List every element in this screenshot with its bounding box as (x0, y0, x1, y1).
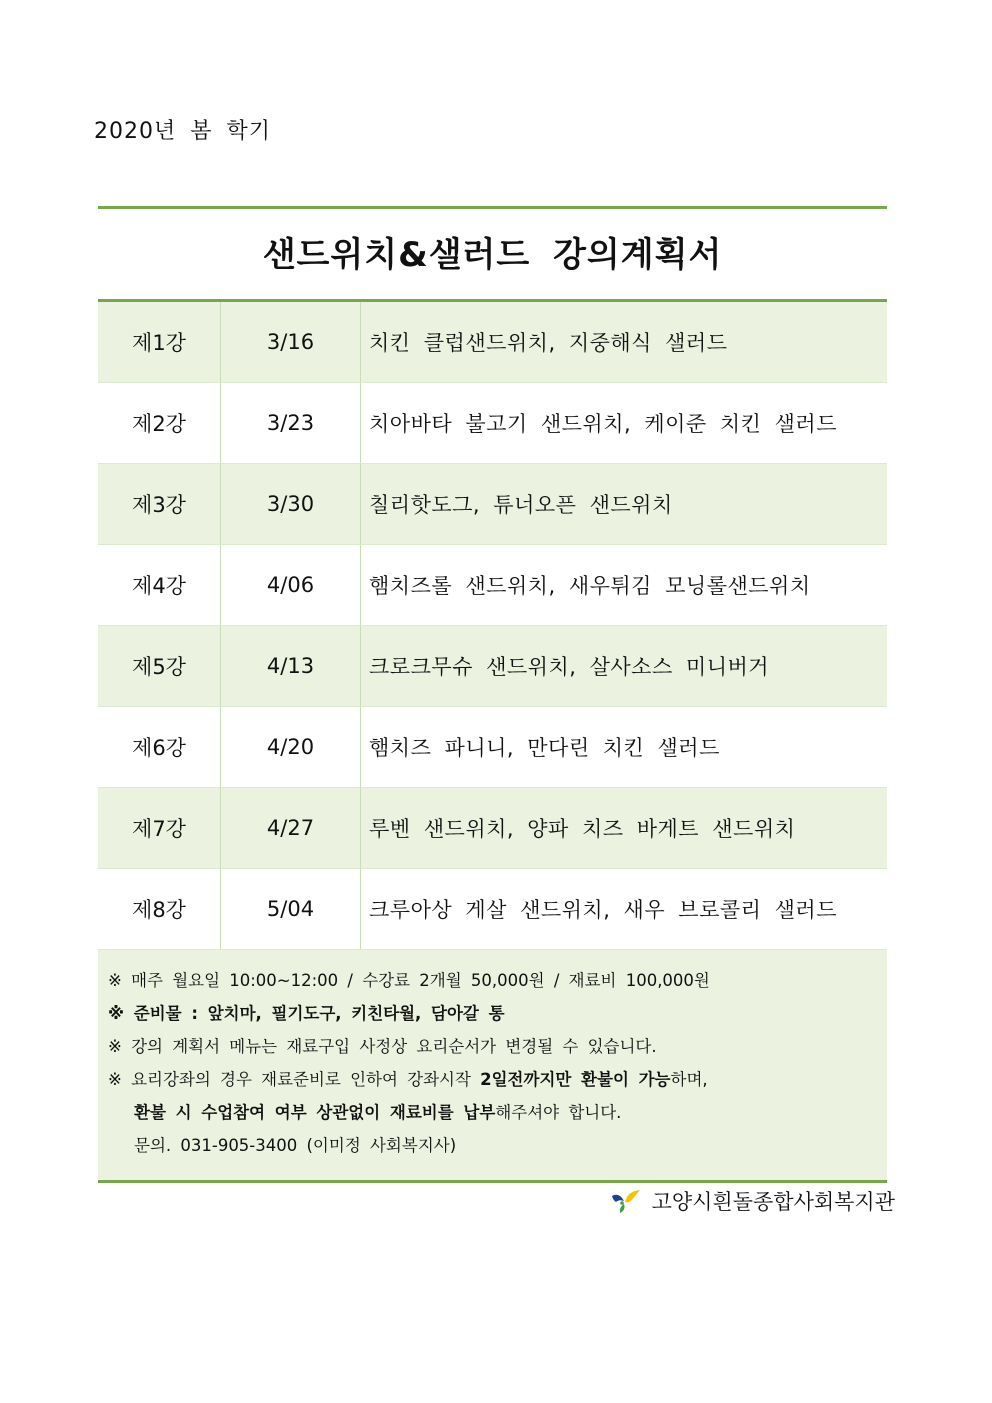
lecture-number: 제3강 (98, 464, 221, 544)
notes-section (98, 950, 887, 1180)
refund-note (108, 1063, 887, 1096)
refund-suffix: 하며, (670, 1070, 708, 1089)
document-title: 샌드위치&샐러드 강의계획서 (262, 235, 723, 275)
table-row (98, 383, 887, 464)
lecture-number: 제8강 (98, 869, 221, 949)
lecture-menu: 햄치즈롤 샌드위치, 새우튀김 모닝롤샌드위치 (369, 574, 811, 598)
lecture-date: 3/30 (221, 464, 361, 544)
lecture-date: 5/04 (221, 869, 361, 949)
lecture-date: 4/13 (221, 626, 361, 706)
table-row (98, 788, 887, 869)
table-row (98, 869, 887, 950)
menu-change-note: ※ 강의 계획서 메뉴는 재료구입 사정상 요리순서가 변경될 수 있습니다. (108, 1037, 657, 1056)
lecture-menu: 크로크무슈 샌드위치, 살사소스 미니버거 (369, 655, 770, 679)
contact-note: 문의. 031-905-3400 (이미정 사회복지사) (134, 1136, 457, 1155)
organization-name: 고양시흰돌종합사회복지관 (651, 1190, 895, 1214)
refund-note-continued (108, 1096, 887, 1129)
schedule-note: ※ 매주 월요일 10:00~12:00 / 수강료 2개월 50,000원 / 재료비 100,000원 (108, 971, 710, 990)
lecture-plan-document (98, 206, 887, 1183)
lecture-menu: 크루아상 게살 샌드위치, 새우 브로콜리 샐러드 (369, 898, 837, 922)
bottom-rule (98, 1180, 887, 1183)
lecture-menu: 치아바타 불고기 샌드위치, 케이준 치킨 샐러드 (369, 412, 837, 436)
lecture-date: 3/23 (221, 383, 361, 463)
lecture-date: 4/06 (221, 545, 361, 625)
lecture-number: 제5강 (98, 626, 221, 706)
table-row (98, 545, 887, 626)
lecture-date: 3/16 (221, 302, 361, 382)
lecture-number: 제4강 (98, 545, 221, 625)
refund-prefix: ※ 요리강좌의 경우 재료준비로 인하여 강좌시작 (108, 1070, 481, 1089)
supplies-note (108, 997, 887, 1030)
refund2-suffix: 해주셔야 합니다. (495, 1103, 622, 1122)
supplies-text: ※ 준비물 : 앞치마, 필기도구, 키친타월, 담아갈 통 (108, 1004, 505, 1023)
lecture-menu: 치킨 클럽샌드위치, 지중해식 샐러드 (369, 331, 728, 355)
lecture-menu: 칠리핫도그, 튜너오픈 샌드위치 (369, 493, 673, 517)
welfare-center-logo-icon (610, 1188, 644, 1214)
lecture-menu: 루벤 샌드위치, 양파 치즈 바게트 샌드위치 (369, 817, 796, 841)
lecture-date: 4/27 (221, 788, 361, 868)
table-row (98, 707, 887, 788)
refund2-bold: 환불 시 수업참여 여부 상관없이 재료비를 납부 (134, 1103, 496, 1122)
lecture-date: 4/20 (221, 707, 361, 787)
semester-label: 2020년 봄 학기 (94, 119, 271, 144)
lecture-number: 제1강 (98, 302, 221, 382)
table-row (98, 626, 887, 707)
lecture-menu: 햄치즈 파니니, 만다린 치킨 샐러드 (369, 736, 720, 760)
table-row (98, 464, 887, 545)
organization-footer (610, 1186, 895, 1216)
table-row (98, 302, 887, 383)
lecture-number: 제7강 (98, 788, 221, 868)
refund-bold: 2일전까지만 환불이 가능 (480, 1070, 671, 1089)
lecture-number: 제6강 (98, 707, 221, 787)
lecture-table (98, 302, 887, 950)
lecture-number: 제2강 (98, 383, 221, 463)
